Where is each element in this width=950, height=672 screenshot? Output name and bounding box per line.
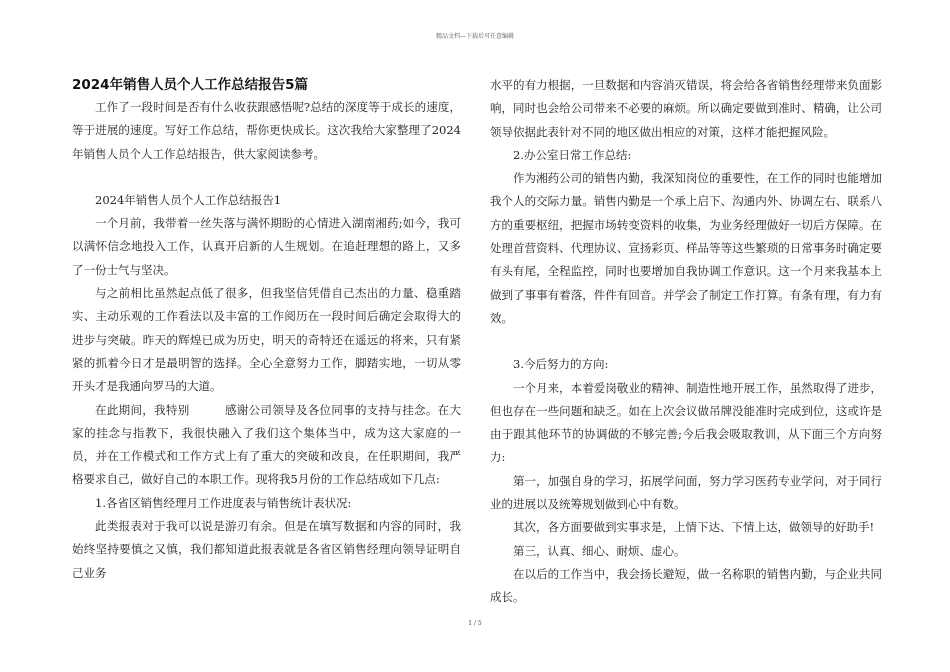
subheading: 2.办公室日常工作总结: [513,147,632,162]
section-heading: 2024年销售人员个人工作总结报告1 [95,192,282,207]
left-column [72,74,461,585]
body-paragraph: 第三，认真、细心、耐烦、虚心。 [513,543,686,558]
page-header-note: 精品文档---下载后可任意编辑 [435,33,515,40]
body-paragraph: 与之前相比虽然起点低了很多，但我坚信凭借自己杰出的力量、稳重踏实、主动乐观的工作看法以及丰富的工作阅历在一段时间后确定会取得大的进步与突破。昨天的辉煌已成为历史，明天的奇特还在遥远的将来，只有紧紧的抓着今日才是最明智的选择。全心全意努力工作，脚踏实地，一切从零开头才是我通向罗马的大道。 [72,286,461,394]
body-paragraph: 作为湘药公司的销售内勤，我深知岗位的重要性，在工作的同时也能增加我个人的交际力量。销售内勤是一个承上启下、沟通内外、协调左右、联系八方的重要枢纽，把握市场转变资料的收集，为业务经理做好一切后方保障。在处理首营资料、代理协议、宣扬彩页、样品等等这些繁琐的日常事务时确定要有头有尾，全程监控，同时也要增加自我协调工作意识。这一个月来我基本上做到了事事有着落，件件有回音。并学会了制定工作打算。有条有理，有力有效。 [490,171,882,325]
document-title: 2024年销售人员个人工作总结报告5篇 [72,77,308,93]
subheading: 1.各省区销售经理月工作进度表与销售统计表状况: [95,495,352,510]
body-paragraph: 第一，加强自身的学习，拓展学问面，努力学习医药专业学问，对于同行业的进展以及统筹规划做到心中有数。 [490,473,882,512]
body-paragraph: 一个月前，我带着一丝失落与满怀期盼的心情进入湖南湘药;如今，我可以满怀信念地投入工作，认真开启新的人生规划。在追赶理想的路上，又多了一份士气与坚决。 [72,216,461,277]
body-paragraph: 一个月来，本着爱岗敬业的精神、制造性地开展工作，虽然取得了进步，但也存在一些问题和缺乏。如在上次会议做吊牌没能准时完成到位，这或许是由于跟其他环节的协调做的不够完善;今后我会吸取教训，从下面三个方向努力: [490,380,882,465]
subheading: 3.今后努力的方向: [513,357,609,372]
body-paragraph: 其次，各方面要做到实事求是，上情下达、下情上达，做领导的好助手! [513,520,875,535]
right-column [490,74,882,610]
page-number: 1 / 5 [468,620,482,627]
body-paragraph: 在此期间，我特别 感谢公司领导及各位同事的支持与挂念。在大家的挂念与指教下，我很快融入了我们这个集体当中，成为这大家庭的一员，并在工作模式和工作方式上有了重大的突破和改良，在任职期间，我严格要求自己，做好自己的本职工作。现将我5月份的工作总结成如下几点: [72,402,461,487]
body-paragraph-continued: 水平的有力根据，一旦数据和内容消灭错误，将会给各省销售经理带来负面影响，同时也会给公司带来不必要的麻烦。所以确定要做到准时、精确，让公司领导依据此表针对不同的地区做出相应的对策，这样才能把握风险。 [490,78,882,139]
body-paragraph: 此类报表对于我可以说是游刃有余。但是在填写数据和内容的同时，我始终坚持要慎之又慎，我们都知道此报表就是各省区销售经理向领导证明自己业务 [72,519,461,580]
body-paragraph: 在以后的工作当中，我会扬长避短，做一名称职的销售内勤，与企业共同成长。 [490,566,882,605]
intro-paragraph: 工作了一段时间是否有什么收获跟感悟呢?总结的深度等于成长的速度，等于进展的速度。写好工作总结，帮你更快成长。这次我给大家整理了2024年销售人员个人工作总结报告，供大家阅读参考。 [72,100,461,161]
